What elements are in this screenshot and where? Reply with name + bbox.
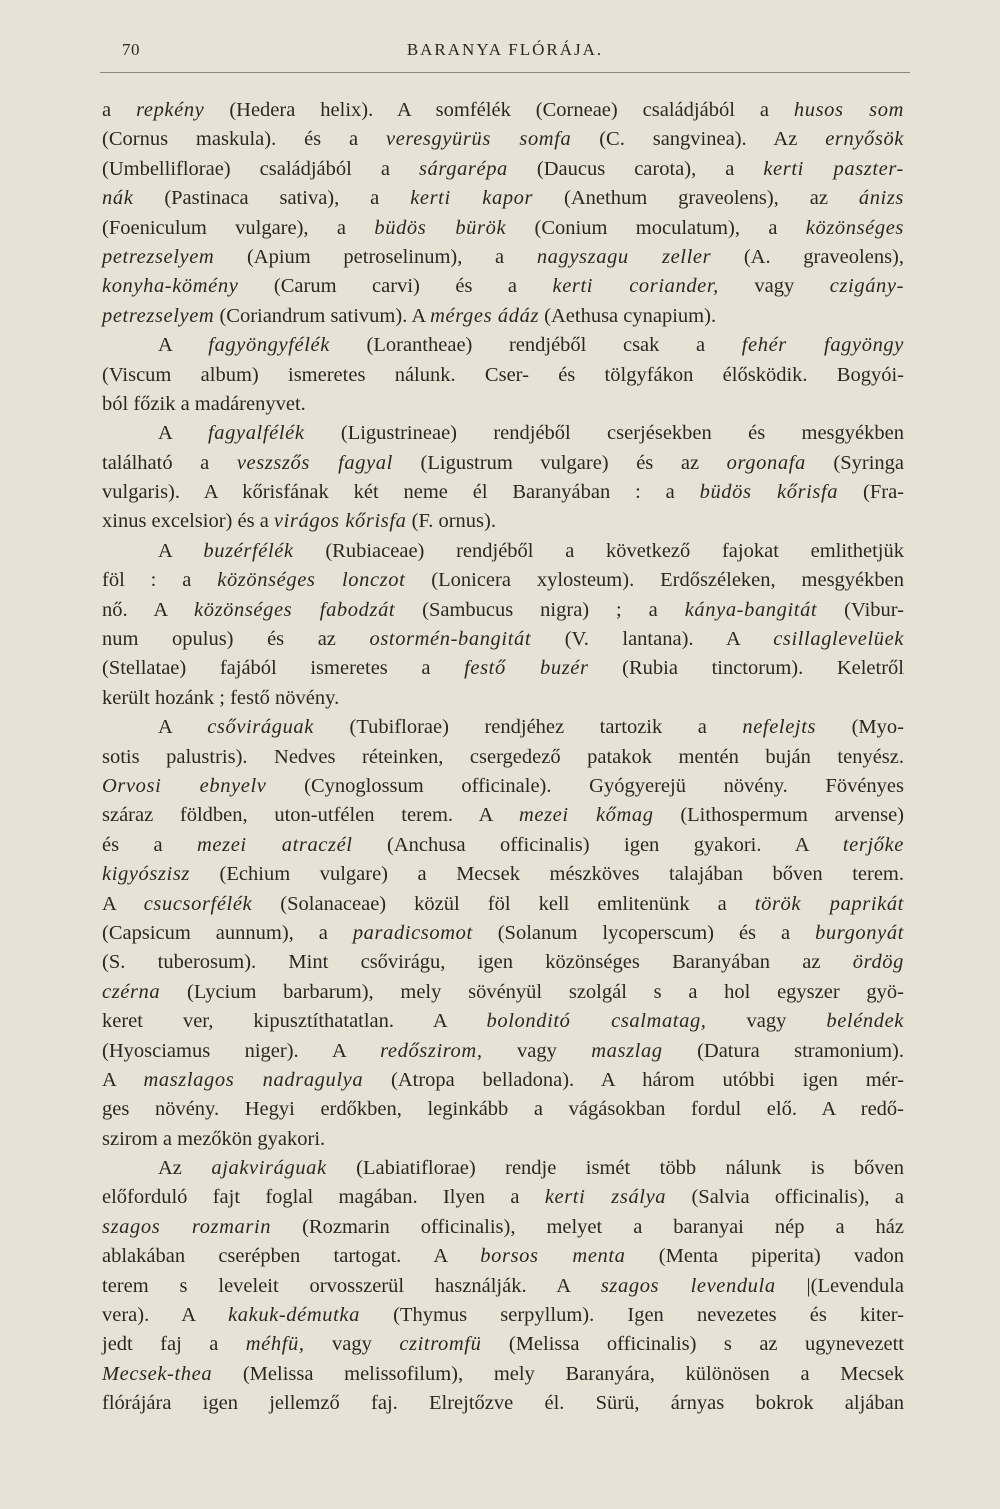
- italic-term: festő buzér: [464, 657, 589, 680]
- italic-term: ernyősök: [825, 128, 904, 151]
- text-run: (Menta piperita) vadon: [625, 1245, 904, 1268]
- text-run: vulgaris). A kőrisfának két neme él Baranyában : a: [102, 481, 700, 504]
- text-run: (Thymus serpyllum). Igen nevezetes és kiter-: [359, 1304, 904, 1327]
- text-line: [102, 566, 904, 595]
- text-line: [102, 831, 904, 860]
- text-run: (Myo-: [816, 716, 904, 739]
- text-run: (Cynoglossum officinale). Gyógyerejü növény. Fövényes: [266, 774, 904, 797]
- italic-term: közönséges lonczot: [217, 569, 406, 592]
- italic-term: beléndek: [826, 1010, 904, 1033]
- italic-term: kerti paszter-: [763, 157, 904, 180]
- italic-term: mezei kőmag: [518, 804, 654, 827]
- text-line: [102, 596, 904, 625]
- text-run: (Hedera helix). A somfélék (Corneae) családjából a: [204, 99, 794, 121]
- text-line: [102, 860, 904, 889]
- text-run: A: [158, 422, 209, 445]
- italic-term: petrezselyem: [102, 245, 215, 268]
- page-number: 70: [122, 40, 140, 59]
- text-run: (Foeniculum vulgare), a: [102, 216, 375, 239]
- text-line: [102, 272, 904, 301]
- text-line: [102, 302, 904, 331]
- text-line: [102, 507, 904, 536]
- text-line: [102, 625, 904, 654]
- text-run: keret ver, kipusztíthatatlan. A: [102, 1010, 487, 1033]
- italic-term: buzérfélék: [203, 539, 294, 562]
- text-run: (Lithospermum arvense): [653, 804, 904, 827]
- text-run: (C. sangvinea). Az: [571, 128, 826, 151]
- page-header: [100, 36, 910, 73]
- text-line: [102, 684, 904, 713]
- italic-term: virágos kőrisfa: [273, 510, 407, 533]
- text-line: [102, 155, 904, 184]
- text-run: (A. graveolens),: [711, 245, 904, 268]
- text-line: [102, 919, 904, 948]
- italic-term: Mecsek-thea: [102, 1362, 213, 1385]
- text-run: vagy: [718, 275, 830, 298]
- text-run: száraz földben, uton-utfélen terem. A: [102, 804, 519, 827]
- text-run: ges növény. Hegyi erdőkben, leginkább a vágásokban fordul elő. A redő-: [102, 1098, 904, 1121]
- italic-term: husos som: [793, 99, 904, 121]
- italic-term: maszlagos nadragulya: [143, 1068, 364, 1091]
- text-line: [102, 1301, 904, 1330]
- text-run: került hozánk ; festő növény.: [102, 686, 340, 709]
- text-line: [102, 1125, 904, 1154]
- italic-term: büdös bürök: [374, 216, 507, 239]
- italic-term: fagyalfélék: [208, 422, 305, 445]
- text-line: [102, 184, 904, 213]
- text-run: (Labiatiflorae) rendje ismét több nálunk is bőven: [326, 1157, 905, 1180]
- text-line: [102, 1037, 904, 1066]
- italic-term: nagyszagu zeller: [536, 245, 712, 268]
- text-run: (Melissa officinalis) s az ugynevezett: [481, 1333, 904, 1356]
- text-run: a: [102, 99, 137, 121]
- italic-term: szagos levendula: [600, 1274, 776, 1297]
- text-run: (Lycium barbarum), mely sövényül szolgál s a hol egyszer gyö-: [160, 980, 904, 1003]
- italic-term: veresgyürüs somfa: [386, 128, 572, 151]
- text-run: (S. tuberosum). Mint csővirágu, igen közönséges Baranyában az: [102, 951, 853, 974]
- text-run: A: [158, 716, 208, 739]
- text-line: [102, 743, 904, 772]
- text-run: (Lonicera xylosteum). Erdőszéleken, mesgyékben: [405, 569, 904, 592]
- italic-term: csőviráguak: [207, 716, 314, 739]
- italic-term: közönséges fabodzát: [194, 598, 396, 621]
- text-line: [102, 948, 904, 977]
- running-title: BARANYA FLÓRÁJA.: [406, 40, 604, 59]
- text-line: [102, 1242, 904, 1271]
- italic-term: mérges ádáz: [430, 304, 540, 327]
- text-run: előforduló fajt foglal magában. Ilyen a: [102, 1186, 545, 1209]
- text-run: (Fra-: [838, 481, 904, 504]
- text-line: [102, 125, 904, 154]
- text-run: és a: [102, 833, 198, 856]
- italic-term: burgonyát: [815, 921, 904, 944]
- text-run: A: [158, 334, 209, 357]
- italic-term: petrezselyem: [102, 304, 215, 327]
- text-run: (V. lantana). A: [531, 628, 774, 651]
- italic-term: csillaglevelüek: [773, 628, 904, 651]
- text-line: [102, 331, 904, 360]
- italic-term: redőszirom,: [380, 1039, 483, 1062]
- italic-term: fagyöngyfélék: [208, 334, 330, 357]
- text-run: (Salvia officinalis), a: [666, 1186, 904, 1209]
- italic-term: büdös kőrisfa: [699, 481, 839, 504]
- text-line: [102, 1007, 904, 1036]
- text-line: [102, 1272, 904, 1301]
- text-run: (Anchusa officinalis) igen gyakori. A: [352, 833, 843, 856]
- italic-term: kerti kapor: [410, 187, 534, 210]
- text-run: (Rubiaceae) rendjéből a következő fajokat emlithetjük: [293, 539, 904, 562]
- text-run: vagy: [482, 1039, 592, 1062]
- text-line: [102, 1154, 904, 1183]
- text-line: [102, 1183, 904, 1212]
- text-run: található a: [102, 451, 237, 474]
- text-run: (F. ornus).: [406, 510, 496, 533]
- text-run: terem s leveleit orvosszerül használják. A: [102, 1274, 601, 1297]
- text-run: (Coriandrum sativum). A: [214, 304, 431, 327]
- text-run: (Sambucus nigra) ; a: [395, 598, 685, 621]
- text-run: (Conium moculatum), a: [506, 216, 806, 239]
- text-run: (Viscum album) ismeretes nálunk. Cser- és tölgyfákon élősködik. Bogyói-: [102, 363, 904, 386]
- text-run: (Stellatae) fajából ismeretes a: [102, 657, 465, 680]
- italic-term: czigány-: [829, 275, 905, 298]
- text-line: [102, 243, 904, 272]
- text-run: (Solanum lycoperscum) és a: [472, 921, 816, 944]
- italic-term: sárgarépa: [418, 157, 508, 180]
- italic-term: kerti zsálya: [544, 1186, 667, 1209]
- text-run: A: [102, 1068, 144, 1091]
- text-line: [102, 1066, 904, 1095]
- text-line: [102, 214, 904, 243]
- text-run: (Capsicum aunnum), a: [102, 921, 353, 944]
- text-run: (Hyosciamus niger). A: [102, 1039, 381, 1062]
- text-line: [102, 390, 904, 419]
- italic-term: veszszős fagyal: [236, 451, 393, 474]
- text-run: (Loranthеae) rendjéből csak a: [329, 334, 742, 357]
- text-run: (Apium petroselinum), a: [214, 245, 537, 268]
- text-run: (Cornus maskula). és a: [102, 128, 386, 151]
- italic-term: konyha-kömény: [102, 275, 239, 298]
- text-run: föl : a: [102, 569, 218, 592]
- italic-term: czérna: [102, 980, 161, 1003]
- text-run: (Anethum graveolens), az: [533, 187, 859, 210]
- text-run: sotis palustris). Nedves réteinken, csergedező patakok mentén buján tenyész.: [102, 745, 904, 768]
- text-line: [102, 537, 904, 566]
- italic-term: ánizs: [858, 187, 904, 210]
- text-run: A: [158, 539, 204, 562]
- italic-term: czitromfü: [399, 1333, 482, 1356]
- text-run: (Vibur-: [817, 598, 905, 621]
- text-run: (Aethusa cynapium).: [539, 304, 717, 327]
- italic-term: nák: [102, 187, 134, 210]
- italic-term: ajakviráguak: [211, 1157, 327, 1180]
- text-run: num opulus) és az: [102, 628, 370, 651]
- italic-term: ostormén-bangitát: [369, 628, 532, 651]
- text-line: [102, 890, 904, 919]
- text-run: ablakában cserépben tartogat. A: [102, 1245, 481, 1268]
- text-run: vagy: [706, 1010, 827, 1033]
- italic-term: ördög: [852, 951, 904, 974]
- text-run: (Daucus carota), a: [507, 157, 764, 180]
- text-line: [102, 1389, 904, 1418]
- text-run: nő. A: [102, 598, 195, 621]
- italic-term: kánya-bangitát: [684, 598, 818, 621]
- text-run: Az: [158, 1157, 212, 1180]
- text-run: ból főzik a madárenyvet.: [102, 392, 306, 415]
- text-line: [102, 1360, 904, 1389]
- italic-term: csucsorfélék: [143, 892, 253, 915]
- text-line: [102, 654, 904, 683]
- text-line: [102, 96, 904, 125]
- italic-term: maszlag: [591, 1039, 663, 1062]
- text-run: A: [102, 892, 144, 915]
- text-run: (Pastinaca sativa), a: [133, 187, 411, 210]
- text-line: [102, 1213, 904, 1242]
- body-text: [102, 96, 904, 1419]
- italic-term: kigyószisz: [102, 863, 190, 886]
- italic-term: paradicsomot: [352, 921, 473, 944]
- text-line: [102, 419, 904, 448]
- text-run: (Rozmarin officinalis), melyet a baranyai nép a ház: [271, 1215, 904, 1238]
- text-run: (Solanaceae) közül föl kell emlitenünk a: [252, 892, 755, 915]
- italic-term: szagos rozmarin: [102, 1215, 272, 1238]
- text-run: (Tubiflorae) rendjéhez tartozik a: [314, 716, 743, 739]
- italic-term: fehér fagyöngy: [741, 334, 904, 357]
- text-run: (Umbelliflorae) családjából a: [102, 157, 419, 180]
- italic-term: nefelejts: [742, 716, 817, 739]
- text-line: [102, 772, 904, 801]
- italic-term: Orvosi ebnyelv: [102, 774, 267, 797]
- text-run: |(Levendula: [775, 1274, 904, 1297]
- text-line: [102, 1330, 904, 1359]
- italic-term: kerti coriander,: [552, 275, 719, 298]
- italic-term: repkény: [136, 99, 205, 121]
- text-run: (Datura stramonium).: [662, 1039, 904, 1062]
- text-line: [102, 478, 904, 507]
- text-run: (Echium vulgare) a Mecsek mészköves talajában bőven terem.: [190, 863, 904, 886]
- text-line: [102, 361, 904, 390]
- italic-term: török paprikát: [754, 892, 904, 915]
- italic-term: kakuk-démutka: [228, 1304, 360, 1327]
- italic-term: borsos menta: [480, 1245, 626, 1268]
- text-line: [102, 978, 904, 1007]
- italic-term: mezei atraczél: [197, 833, 353, 856]
- text-run: (Ligustrum vulgare) és az: [392, 451, 727, 474]
- italic-term: bolonditó csalmatag,: [486, 1010, 707, 1033]
- italic-term: méhfü,: [245, 1333, 305, 1356]
- text-run: (Ligustrineae) rendjéből cserjésekben és mesgyékben: [304, 422, 904, 445]
- text-line: [102, 713, 904, 742]
- italic-term: orgonafa: [726, 451, 806, 474]
- text-run: vagy: [304, 1333, 400, 1356]
- text-run: (Rubia tinctorum). Keletről: [588, 657, 904, 680]
- text-line: [102, 449, 904, 478]
- text-run: vera). A: [102, 1304, 229, 1327]
- text-run: szirom a mezőkön gyakori.: [102, 1127, 326, 1150]
- italic-term: terjőke: [842, 833, 904, 856]
- text-run: (Syringa: [805, 451, 905, 474]
- text-run: flórájára igen jellemző faj. Elrejtőzve él. Sürü, árnyas bokrok aljában: [102, 1392, 904, 1415]
- text-run: (Atropa belladona). A három utóbbi igen mér-: [363, 1068, 904, 1091]
- text-run: jedt faj a: [102, 1333, 246, 1356]
- text-run: (Melissa melissofilum), mely Baranyára, különösen a Mecsek: [212, 1362, 904, 1385]
- text-run: xinus excelsior) és a: [102, 510, 274, 533]
- text-run: (Carum carvi) és a: [238, 275, 553, 298]
- italic-term: közönséges: [805, 216, 905, 239]
- text-line: [102, 1095, 904, 1124]
- text-line: [102, 801, 904, 830]
